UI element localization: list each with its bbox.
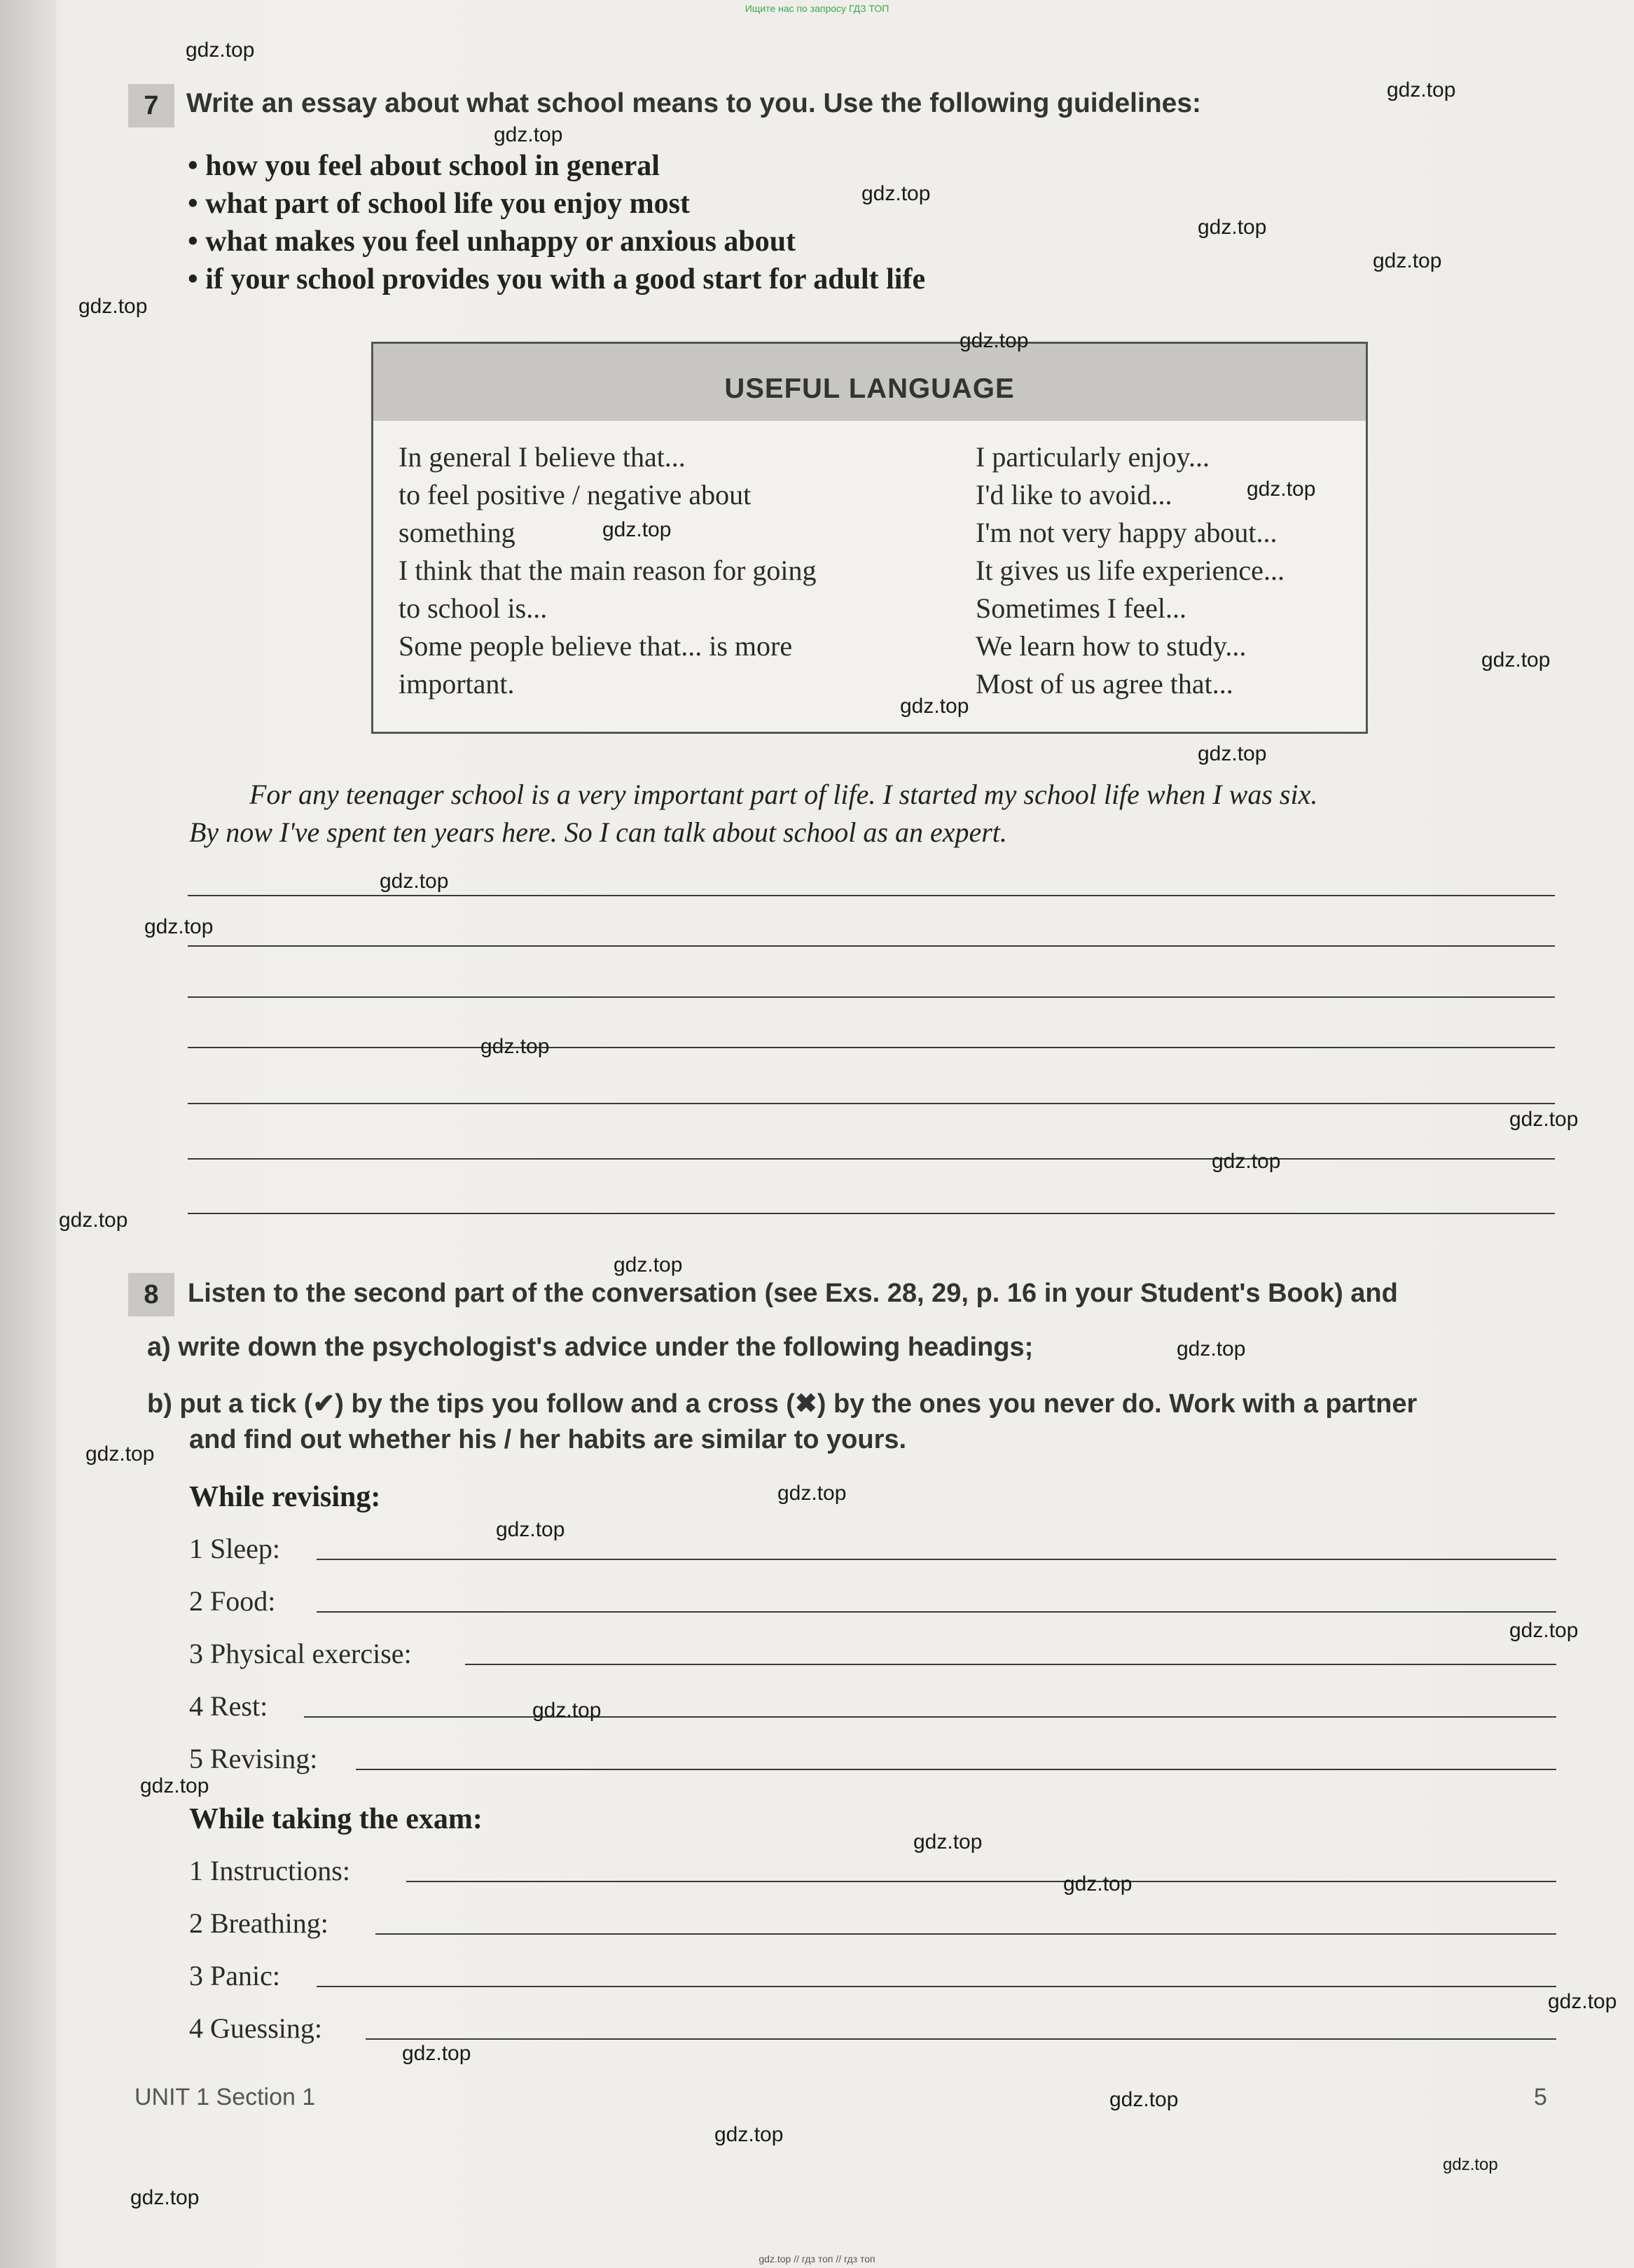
watermark: gdz.top: [144, 915, 214, 938]
bottom-banner: gdz.top // гдз топ // гдз топ: [759, 2253, 875, 2264]
watermark: gdz.top: [402, 2042, 471, 2065]
watermark: gdz.top: [1177, 1337, 1246, 1361]
watermark: gdz.top: [494, 123, 563, 146]
watermark: gdz.top: [496, 1518, 565, 1541]
watermark: gdz.top: [532, 1699, 602, 1722]
watermark: gdz.top: [900, 695, 969, 718]
exercise-7-title: Write an essay about what school means to you. Use the following guidelines:: [186, 88, 1202, 118]
watermark: gdz.top: [614, 1253, 683, 1276]
phrase: It gives us life experience...: [976, 555, 1285, 586]
watermark: gdz.top: [1548, 1990, 1617, 2013]
watermark: gdz.top: [1481, 648, 1551, 672]
exercise-8-part-a: a) write down the psychologist's advice under the following headings;: [147, 1333, 1034, 1362]
exercise-8-title: Listen to the second part of the conversation (see Exs. 28, 29, p. 16 in your Student's Book) and: [188, 1279, 1398, 1308]
watermark: gdz.top: [1387, 78, 1456, 102]
exercise-8-part-b: b) put a tick (✔) by the tips you follow and a cross (✖) by the ones you never do. Work with a partner: [147, 1389, 1418, 1419]
writing-line[interactable]: [188, 996, 1555, 998]
phrase: Most of us agree that...: [976, 668, 1233, 700]
watermark: gdz.top: [714, 2123, 784, 2146]
watermark: gdz.top: [1509, 1108, 1579, 1131]
phrase: I think that the main reason for going: [399, 555, 817, 586]
watermark: gdz.top: [1198, 216, 1267, 239]
phrase: We learn how to study...: [976, 630, 1247, 662]
exercise-7-number: 7: [128, 84, 174, 127]
phrase: I'd like to avoid...: [976, 479, 1172, 510]
guideline-4: • if your school provides you with a good start for adult life: [188, 263, 926, 295]
watermark: gdz.top: [480, 1035, 550, 1058]
guideline-2: • what part of school life you enjoy most: [188, 188, 690, 220]
page-number: 5: [1534, 2084, 1547, 2110]
panic-answer-line[interactable]: [317, 1986, 1556, 1987]
exercise-8-part-b-cont: and find out whether his / her habits are similar to yours.: [189, 1425, 907, 1454]
guideline-3: • what makes you feel unhappy or anxious about: [188, 225, 796, 258]
watermark: gdz.top: [85, 1442, 155, 1466]
watermark: gdz.top: [602, 518, 672, 541]
watermark: gdz.top: [913, 1830, 983, 1853]
revising-food-label: 2 Food:: [189, 1585, 276, 1617]
phrase: I particularly enjoy...: [976, 441, 1210, 473]
phrase: In general I believe that...: [399, 441, 686, 473]
unit-section-footer: UNIT 1 Section 1: [134, 2084, 316, 2110]
revising-revising-label: 5 Revising:: [189, 1743, 318, 1774]
while-revising-heading: While revising:: [189, 1481, 381, 1513]
guessing-answer-line[interactable]: [366, 2038, 1556, 2040]
revising-rest-label: 4 Rest:: [189, 1690, 268, 1722]
phrase: to feel positive / negative about: [399, 479, 752, 510]
revising-sleep-label: 1 Sleep:: [189, 1533, 280, 1564]
phrase: important.: [399, 668, 515, 700]
watermark: gdz.top: [1443, 2155, 1498, 2174]
rest-answer-line[interactable]: [304, 1716, 1556, 1718]
watermark: gdz.top: [59, 1209, 128, 1232]
watermark: gdz.top: [1247, 478, 1316, 501]
exercise-8-number: 8: [128, 1273, 174, 1316]
useful-language-right-column: [976, 438, 1285, 703]
useful-language-title: USEFUL LANGUAGE: [373, 344, 1366, 421]
watermark: gdz.top: [130, 2186, 200, 2209]
watermark: gdz.top: [186, 39, 255, 62]
watermark: gdz.top: [861, 182, 931, 205]
writing-line[interactable]: [188, 1103, 1555, 1104]
useful-language-left-column: [399, 438, 817, 703]
watermark: gdz.top: [380, 870, 449, 893]
top-banner: Ищите нас по запросу ГДЗ ТОП: [745, 3, 889, 14]
exam-guessing-label: 4 Guessing:: [189, 2012, 322, 2044]
watermark: gdz.top: [777, 1482, 847, 1505]
exam-breathing-label: 2 Breathing:: [189, 1907, 328, 1939]
phrase: something: [399, 517, 515, 548]
revising-exercise-label: 3 Physical exercise:: [189, 1638, 412, 1669]
watermark: gdz.top: [140, 1774, 209, 1797]
writing-line[interactable]: [188, 895, 1555, 896]
phrase: Sometimes I feel...: [976, 592, 1187, 624]
phrase: Some people believe that... is more: [399, 630, 793, 662]
guideline-1: • how you feel about school in general: [188, 150, 660, 182]
phrase: to school is...: [399, 592, 548, 624]
instructions-answer-line[interactable]: [406, 1881, 1556, 1882]
writing-line[interactable]: [188, 1158, 1555, 1160]
food-answer-line[interactable]: [317, 1611, 1556, 1613]
exercise-answer-line[interactable]: [465, 1664, 1556, 1665]
phrase: I'm not very happy about...: [976, 517, 1278, 548]
while-exam-heading: While taking the exam:: [189, 1803, 483, 1835]
essay-line-2: By now I've spent ten years here. So I can talk about school as an expert.: [189, 816, 1007, 848]
watermark: gdz.top: [1109, 2088, 1179, 2111]
watermark: gdz.top: [1063, 1872, 1133, 1895]
watermark: gdz.top: [1212, 1150, 1281, 1173]
essay-line-1: For any teenager school is a very important part of life. I started my school life when I was six.: [249, 779, 1318, 810]
exam-instructions-label: 1 Instructions:: [189, 1855, 350, 1886]
exam-panic-label: 3 Panic:: [189, 1960, 280, 1991]
useful-language-box: [371, 342, 1368, 734]
watermark: gdz.top: [78, 295, 148, 318]
watermark: gdz.top: [960, 329, 1029, 352]
watermark: gdz.top: [1198, 742, 1267, 765]
breathing-answer-line[interactable]: [375, 1933, 1556, 1935]
book-spine-shadow: [0, 0, 56, 2268]
watermark: gdz.top: [1509, 1619, 1579, 1642]
sleep-answer-line[interactable]: [317, 1559, 1556, 1560]
writing-line[interactable]: [188, 945, 1555, 947]
watermark: gdz.top: [1373, 249, 1442, 272]
essay-text: [189, 776, 1562, 851]
revising-answer-line[interactable]: [356, 1769, 1556, 1770]
writing-line[interactable]: [188, 1213, 1555, 1214]
writing-line[interactable]: [188, 1047, 1555, 1048]
